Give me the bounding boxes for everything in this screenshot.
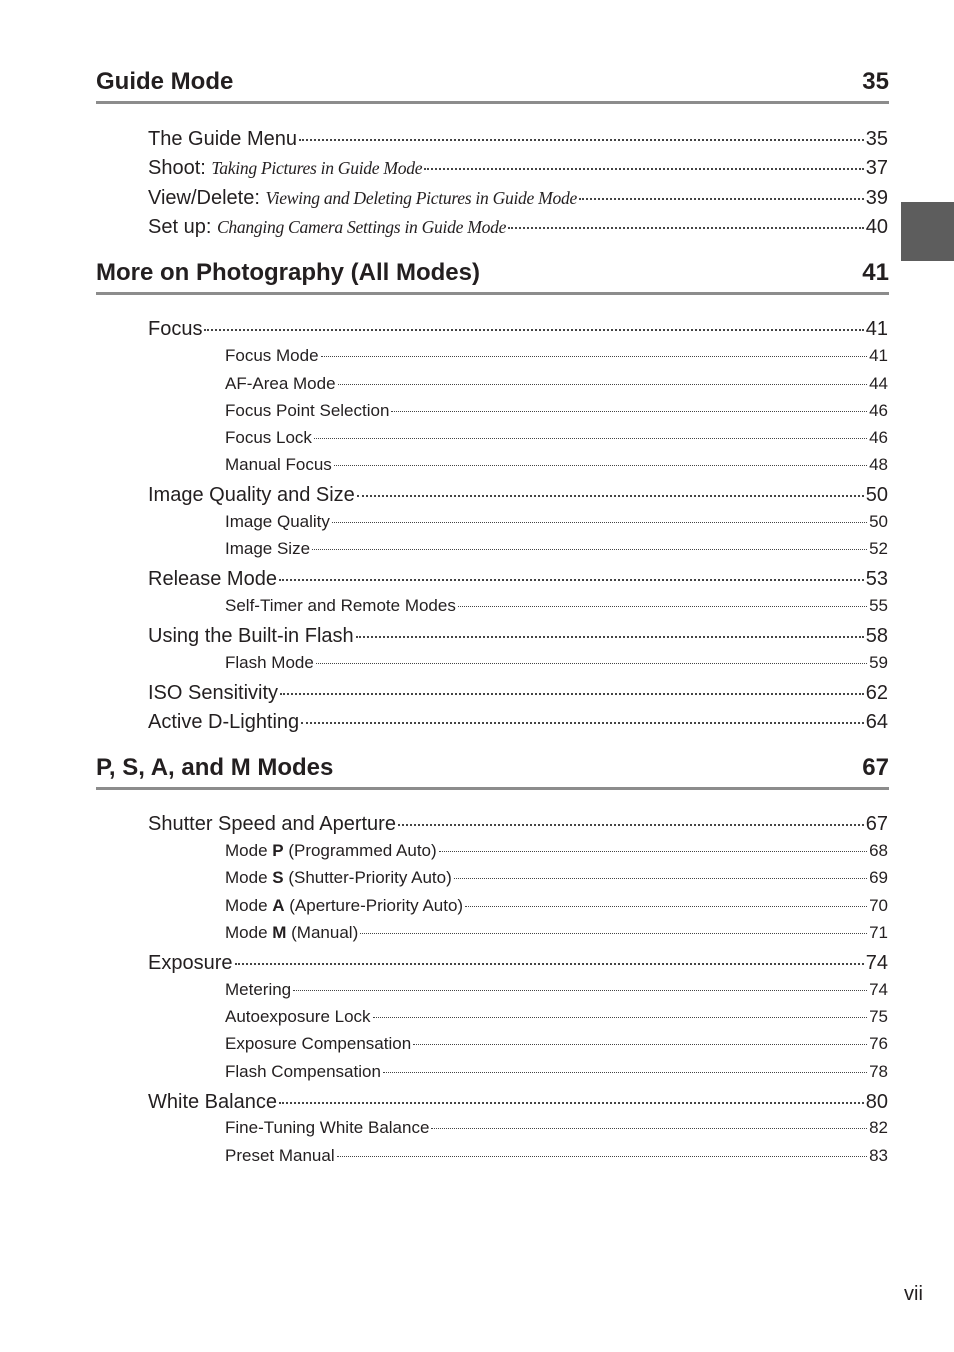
entry-page-number: 59 <box>869 653 888 672</box>
dot-leader <box>314 438 867 439</box>
entry-page-number: 70 <box>869 896 888 915</box>
entry-page-number: 48 <box>869 455 888 474</box>
dot-leader <box>299 139 864 141</box>
dot-leader <box>338 384 868 385</box>
toc-subentry[interactable] <box>225 596 888 616</box>
entry-title-text: Image Quality <box>225 512 330 531</box>
toc-subentry[interactable] <box>225 374 888 394</box>
entry-title <box>225 346 319 366</box>
entry-title <box>148 711 299 734</box>
dot-leader <box>413 1044 867 1045</box>
entry-title <box>225 539 310 559</box>
entry-title-text: Flash Compensation <box>225 1062 381 1081</box>
entry-page-number: 80 <box>865 1091 888 1113</box>
entry-title-text: Mode <box>225 923 273 942</box>
mode-letter: P <box>272 841 284 860</box>
entry-page-number: 71 <box>869 923 888 942</box>
entry-page-number: 75 <box>869 1007 888 1026</box>
toc-subentry[interactable] <box>225 512 888 532</box>
section-title: More on Photography (All Modes) <box>96 258 480 286</box>
dot-leader <box>454 878 867 879</box>
toc-entry[interactable] <box>148 625 888 648</box>
mode-description: (Shutter-Priority Auto) <box>283 868 452 887</box>
toc-entry[interactable] <box>148 318 888 341</box>
entry-title-text: Image Quality and Size <box>148 484 355 506</box>
entry-title-text: Focus Lock <box>225 428 312 447</box>
entry-title-text: Active D-Lighting <box>148 711 300 733</box>
toc-subentry[interactable] <box>225 868 888 888</box>
mode-letter: A <box>272 896 285 915</box>
mode-description: (Manual) <box>286 923 359 942</box>
entry-title-text: White Balance <box>148 1091 277 1113</box>
entry-title <box>225 923 358 943</box>
entry-title <box>148 1091 277 1114</box>
entry-title-text: Fine-Tuning White Balance <box>225 1118 430 1137</box>
entry-title <box>225 596 456 616</box>
entry-title-text: Image Size <box>225 539 311 558</box>
dot-leader <box>280 693 864 695</box>
dot-leader <box>398 824 864 826</box>
entry-page-number: 67 <box>865 813 888 835</box>
toc-subentry[interactable] <box>225 653 888 673</box>
entry-title-text: The Guide Menu <box>148 128 297 150</box>
entry-title <box>225 455 332 475</box>
toc-subentry[interactable] <box>225 428 888 448</box>
dot-leader <box>334 465 867 466</box>
entry-title-text: Flash Mode <box>225 653 314 672</box>
entry-page-number: 69 <box>869 868 888 887</box>
entry-page-number: 39 <box>865 187 888 209</box>
toc-subentry[interactable] <box>225 455 888 475</box>
entry-title <box>225 1034 411 1054</box>
dot-leader <box>235 963 864 965</box>
dot-leader <box>357 495 864 497</box>
entry-title <box>148 682 278 705</box>
entry-page-number: 76 <box>869 1034 888 1053</box>
toc-entry[interactable] <box>148 568 888 591</box>
entry-title-text: Focus <box>148 318 203 340</box>
toc-subentry[interactable] <box>225 346 888 366</box>
entry-title-text: Mode <box>225 868 273 887</box>
toc-entry[interactable] <box>148 128 888 151</box>
entry-title-text: Shoot: <box>148 157 212 179</box>
entry-subtitle: Viewing and Deleting Pictures in Guide Mode <box>265 188 578 208</box>
entry-title-text: Exposure Compensation <box>225 1034 412 1053</box>
toc-subentry[interactable] <box>225 1118 888 1138</box>
entry-title <box>148 216 506 239</box>
entry-page-number: 62 <box>865 682 888 704</box>
toc-subentry[interactable] <box>225 980 888 1000</box>
entry-title <box>225 1007 371 1027</box>
entry-subtitle: Taking Pictures in Guide Mode <box>211 158 423 178</box>
dot-leader <box>579 198 864 200</box>
entry-title-text: Release Mode <box>148 568 277 590</box>
entry-title-text: Exposure <box>148 952 233 974</box>
toc-subentry[interactable] <box>225 401 888 421</box>
entry-page-number: 46 <box>869 428 888 447</box>
entry-title <box>148 318 202 341</box>
dot-leader <box>312 549 867 550</box>
toc-entry[interactable] <box>148 952 888 975</box>
entry-title-text: ISO Sensitivity <box>148 682 279 704</box>
toc-entry[interactable] <box>148 682 888 705</box>
entry-page-number: 52 <box>869 539 888 558</box>
entry-page-number: 74 <box>869 980 888 999</box>
entry-title-text: Shutter Speed and Aperture <box>148 813 396 835</box>
entry-page-number: 35 <box>865 128 888 150</box>
dot-leader <box>332 522 867 523</box>
entry-page-number: 53 <box>865 568 888 590</box>
dot-leader <box>391 411 867 412</box>
mode-letter: S <box>272 868 284 887</box>
section-page-number: 67 <box>862 753 889 781</box>
dot-leader <box>321 356 868 357</box>
dot-leader <box>424 168 863 170</box>
entry-title <box>225 868 452 888</box>
section-title: P, S, A, and M Modes <box>96 753 334 781</box>
toc-entry[interactable] <box>148 711 888 734</box>
entry-title <box>225 980 291 1000</box>
entry-page-number: 55 <box>869 596 888 615</box>
section-heading <box>96 754 889 790</box>
toc-subentry[interactable] <box>225 539 888 559</box>
toc-entry[interactable] <box>148 216 888 239</box>
entry-title <box>225 841 437 861</box>
entry-page-number: 58 <box>865 625 888 647</box>
entry-title-text: Manual Focus <box>225 455 332 474</box>
entry-title <box>148 952 233 975</box>
toc-subentry[interactable] <box>225 923 888 943</box>
toc-subentry[interactable] <box>225 1034 888 1054</box>
dot-leader <box>301 722 864 724</box>
entry-title <box>225 512 330 532</box>
section-page-number: 41 <box>862 258 889 286</box>
entry-page-number: 40 <box>865 216 888 238</box>
entry-title <box>225 428 312 448</box>
entry-title-text: Using the Built-in Flash <box>148 625 354 647</box>
entry-page-number: 37 <box>865 157 888 179</box>
entry-title-text: Focus Mode <box>225 346 319 365</box>
section-title: Guide Mode <box>96 67 234 95</box>
page-number: vii <box>904 1283 923 1305</box>
entry-title-text: Preset Manual <box>225 1146 335 1165</box>
entry-page-number: 82 <box>869 1118 888 1137</box>
entry-page-number: 50 <box>869 512 888 531</box>
entry-title <box>225 1146 335 1166</box>
dot-leader <box>279 1102 864 1104</box>
toc-entry[interactable] <box>148 1091 888 1114</box>
dot-leader <box>360 933 867 934</box>
entry-page-number: 74 <box>865 952 888 974</box>
toc-entry[interactable] <box>148 484 888 507</box>
entry-page-number: 64 <box>865 711 888 733</box>
entry-page-number: 68 <box>869 841 888 860</box>
dot-leader <box>373 1017 868 1018</box>
entry-title-text: Focus Point Selection <box>225 401 390 420</box>
mode-description: (Aperture-Priority Auto) <box>284 896 464 915</box>
entry-title <box>225 401 389 421</box>
entry-title <box>225 1062 381 1082</box>
dot-leader <box>508 227 864 229</box>
entry-page-number: 78 <box>869 1062 888 1081</box>
entry-title-text: Mode <box>225 841 273 860</box>
entry-title-text: Autoexposure Lock <box>225 1007 371 1026</box>
entry-title <box>148 187 577 210</box>
toc-entry[interactable] <box>148 157 888 180</box>
dot-leader <box>383 1072 867 1073</box>
dot-leader <box>279 579 864 581</box>
dot-leader <box>356 636 864 638</box>
mode-description: (Programmed Auto) <box>283 841 437 860</box>
entry-title <box>225 1118 429 1138</box>
entry-page-number: 41 <box>869 346 888 365</box>
mode-letter: M <box>272 923 287 942</box>
entry-title <box>225 896 463 916</box>
entry-title-text: Set up: <box>148 216 217 238</box>
entry-page-number: 41 <box>865 318 888 340</box>
entry-title-text: Mode <box>225 896 273 915</box>
entry-title <box>148 157 422 180</box>
chapter-thumb-tab <box>901 202 954 261</box>
dot-leader <box>458 606 867 607</box>
section-heading <box>96 68 889 104</box>
entry-page-number: 83 <box>869 1146 888 1165</box>
entry-title <box>225 653 314 673</box>
dot-leader <box>439 851 867 852</box>
entry-title <box>148 128 297 151</box>
entry-title-text: Metering <box>225 980 292 999</box>
entry-title <box>148 625 354 648</box>
entry-title <box>225 374 336 394</box>
entry-title <box>148 813 396 836</box>
entry-title-text: View/Delete: <box>148 187 266 209</box>
toc-entry[interactable] <box>148 813 888 836</box>
dot-leader <box>465 906 867 907</box>
dot-leader <box>431 1128 867 1129</box>
entry-page-number: 44 <box>869 374 888 393</box>
dot-leader <box>204 329 863 331</box>
entry-subtitle: Changing Camera Settings in Guide Mode <box>216 217 507 237</box>
toc-subentry[interactable] <box>225 1062 888 1082</box>
toc-subentry[interactable] <box>225 1146 888 1166</box>
toc-subentry[interactable] <box>225 896 888 916</box>
dot-leader <box>293 990 867 991</box>
entry-title-text: Self-Timer and Remote Modes <box>225 596 456 615</box>
toc-entry[interactable] <box>148 187 888 210</box>
toc-subentry[interactable] <box>225 1007 888 1027</box>
entry-title <box>148 568 277 591</box>
entry-page-number: 46 <box>869 401 888 420</box>
dot-leader <box>337 1156 867 1157</box>
entry-title <box>148 484 355 507</box>
toc-subentry[interactable] <box>225 841 888 861</box>
section-page-number: 35 <box>862 67 889 95</box>
dot-leader <box>316 663 867 664</box>
section-heading <box>96 259 889 295</box>
entry-title-text: AF-Area Mode <box>225 374 336 393</box>
entry-page-number: 50 <box>865 484 888 506</box>
